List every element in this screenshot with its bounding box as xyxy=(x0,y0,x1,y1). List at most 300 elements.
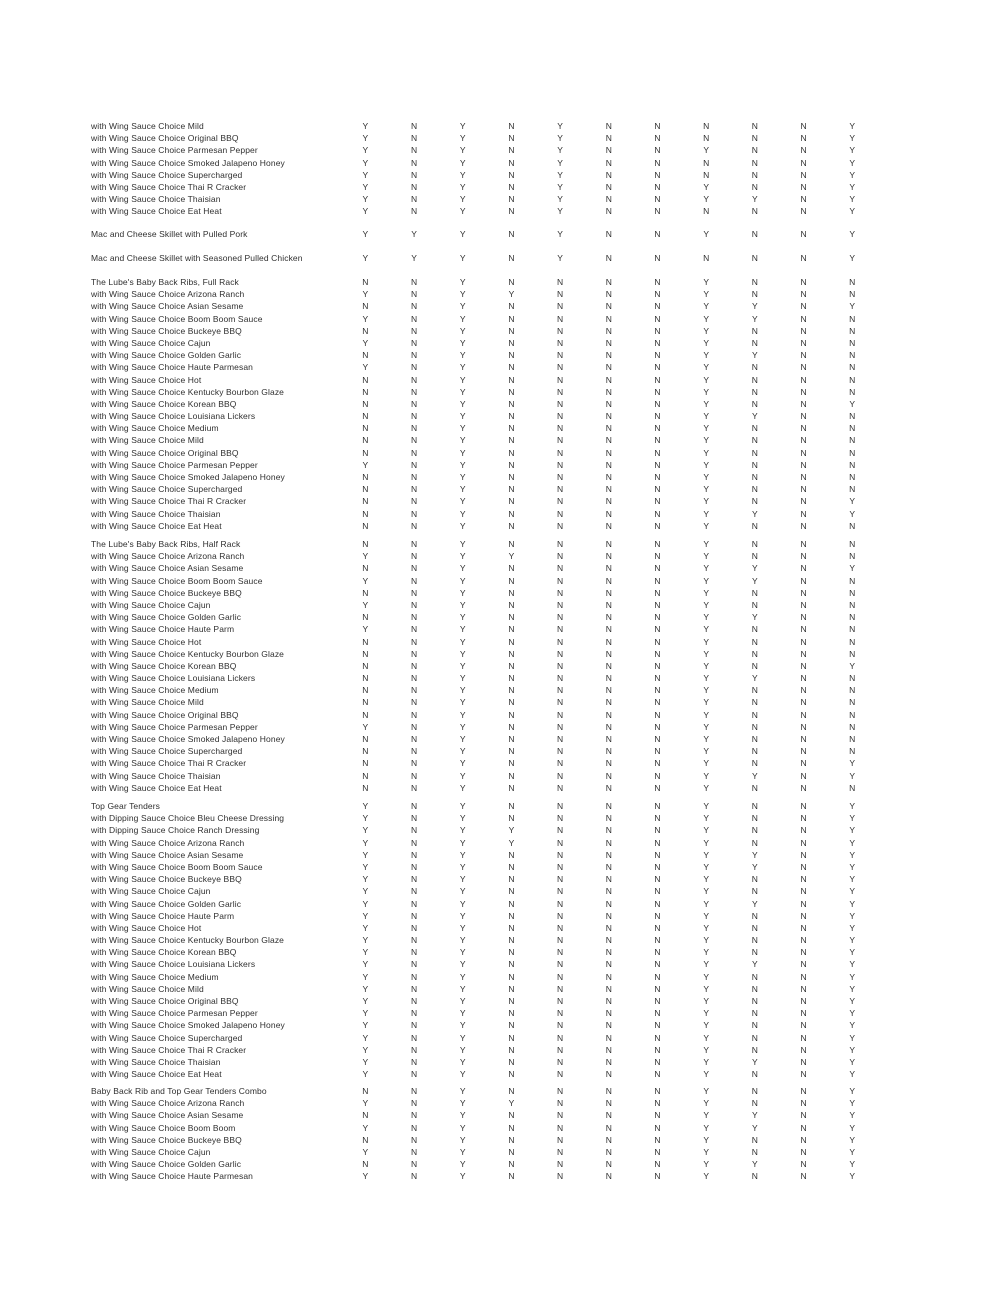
value-cell: N xyxy=(751,697,758,708)
value-cell: N xyxy=(557,983,564,994)
value-cell: N xyxy=(751,496,758,507)
value-cell: N xyxy=(849,337,856,348)
value-cell: Y xyxy=(459,520,466,531)
row-label: with Wing Sauce Choice Hot xyxy=(91,374,202,385)
value-cell: N xyxy=(410,673,418,684)
value-cell: N xyxy=(410,435,418,446)
value-cell: N xyxy=(800,1159,807,1170)
table-row xyxy=(0,910,1000,922)
value-cell: N xyxy=(508,721,515,732)
value-cell: N xyxy=(410,423,418,434)
value-cell: N xyxy=(605,709,612,720)
table-row xyxy=(0,1085,1000,1097)
row-values xyxy=(341,550,877,562)
value-cell: N xyxy=(508,1122,515,1133)
value-cell: Y xyxy=(362,1122,369,1133)
value-cell: Y xyxy=(459,1171,466,1182)
table-row xyxy=(0,1109,1000,1121)
value-cell: N xyxy=(800,849,807,860)
value-cell: N xyxy=(410,624,418,635)
value-cell: N xyxy=(410,350,418,361)
value-cell: Y xyxy=(703,386,709,397)
row-label: with Wing Sauce Choice Supercharged xyxy=(91,1032,243,1043)
value-cell: Y xyxy=(703,624,709,635)
value-cell: Y xyxy=(849,813,856,824)
value-cell: N xyxy=(508,758,515,769)
value-cell: N xyxy=(654,587,661,598)
value-cell: Y xyxy=(459,325,466,336)
value-cell: N xyxy=(654,435,661,446)
value-cell: N xyxy=(508,947,515,958)
value-cell: N xyxy=(605,484,612,495)
value-cell: N xyxy=(751,721,758,732)
value-cell: N xyxy=(362,374,369,385)
value-cell: N xyxy=(508,301,515,312)
value-cell: N xyxy=(557,277,564,287)
row-label: with Wing Sauce Choice Thai R Cracker xyxy=(91,496,247,507)
value-cell: N xyxy=(800,721,807,732)
table-row xyxy=(0,459,1000,471)
value-cell: Y xyxy=(849,801,856,811)
value-cell: N xyxy=(557,636,564,647)
value-cell: Y xyxy=(459,1146,466,1157)
value-cell: Y xyxy=(752,301,758,312)
row-values xyxy=(341,157,877,169)
value-cell: Y xyxy=(362,813,369,824)
value-cell: N xyxy=(557,648,564,659)
value-cell: Y xyxy=(459,551,466,562)
value-cell: Y xyxy=(703,996,709,1006)
value-cell: Y xyxy=(703,520,709,531)
value-cell: N xyxy=(800,1044,807,1055)
value-cell: Y xyxy=(703,673,709,684)
row-label: with Wing Sauce Choice Golden Garlic xyxy=(91,1159,242,1170)
table-row xyxy=(0,1146,1000,1158)
value-cell: N xyxy=(800,922,807,933)
value-cell: Y xyxy=(849,971,856,982)
value-cell: N xyxy=(800,362,807,373)
value-cell: Y xyxy=(362,971,369,982)
value-cell: N xyxy=(362,277,369,287)
value-cell: N xyxy=(557,922,564,933)
table-row xyxy=(0,495,1000,507)
row-label: with Wing Sauce Choice Mild xyxy=(91,435,204,446)
row-values xyxy=(341,745,877,757)
row-label: with Wing Sauce Choice Original BBQ xyxy=(91,447,239,458)
value-cell: N xyxy=(410,181,418,192)
value-cell: N xyxy=(751,587,758,598)
value-cell: N xyxy=(557,508,564,519)
value-cell: N xyxy=(410,496,418,507)
value-cell: N xyxy=(410,508,418,519)
row-values xyxy=(341,1170,877,1182)
row-values xyxy=(341,1068,877,1080)
value-cell: N xyxy=(654,996,661,1006)
value-cell: N xyxy=(410,1098,418,1109)
value-cell: Y xyxy=(703,599,709,610)
value-cell: Y xyxy=(849,1122,856,1133)
value-cell: Y xyxy=(459,145,466,156)
value-cell: N xyxy=(800,825,807,836)
value-cell: N xyxy=(605,801,612,811)
value-cell: N xyxy=(410,996,418,1006)
value-cell: N xyxy=(605,447,612,458)
value-cell: Y xyxy=(849,947,856,958)
value-cell: N xyxy=(654,520,661,531)
value-cell: N xyxy=(751,133,758,144)
value-cell: Y xyxy=(703,145,709,156)
row-label: with Wing Sauce Choice Haute Parm xyxy=(91,624,235,635)
value-cell: N xyxy=(654,157,661,168)
value-cell: Y xyxy=(459,1020,466,1031)
value-cell: N xyxy=(654,1098,661,1109)
value-cell: Y xyxy=(849,1032,856,1043)
row-group xyxy=(0,252,1000,264)
value-cell: Y xyxy=(459,685,466,696)
value-cell: N xyxy=(410,746,418,757)
row-label: with Wing Sauce Choice Haute Parm xyxy=(91,910,235,921)
value-cell: N xyxy=(654,496,661,507)
value-cell: Y xyxy=(459,472,466,482)
table-row xyxy=(0,672,1000,684)
value-cell: N xyxy=(410,325,418,336)
row-label: with Wing Sauce Choice Buckeye BBQ xyxy=(91,325,242,336)
row-label: with Wing Sauce Choice Asian Sesame xyxy=(91,301,244,312)
row-label: with Wing Sauce Choice Mild xyxy=(91,983,204,994)
value-cell: Y xyxy=(459,758,466,769)
value-cell: N xyxy=(605,145,612,156)
value-cell: N xyxy=(751,1032,758,1043)
row-label: with Wing Sauce Choice Boom Boom Sauce xyxy=(91,861,263,872)
value-cell: Y xyxy=(362,1146,369,1157)
value-cell: Y xyxy=(703,770,709,781)
value-cell: N xyxy=(849,325,856,336)
value-cell: N xyxy=(800,496,807,507)
value-cell: N xyxy=(410,685,418,696)
value-cell: N xyxy=(410,169,418,180)
value-cell: N xyxy=(508,734,515,744)
value-cell: Y xyxy=(703,301,709,312)
value-cell: N xyxy=(605,922,612,933)
row-values xyxy=(341,812,877,824)
value-cell: N xyxy=(557,1098,564,1109)
value-cell: N xyxy=(508,398,515,409)
value-cell: Y xyxy=(849,983,856,994)
row-values xyxy=(341,398,877,410)
value-cell: N xyxy=(410,922,418,933)
value-cell: N xyxy=(508,935,515,946)
value-cell: N xyxy=(751,325,758,336)
value-cell: Y xyxy=(752,411,758,422)
value-cell: N xyxy=(849,782,856,793)
row-values xyxy=(341,132,877,144)
value-cell: N xyxy=(557,849,564,860)
value-cell: N xyxy=(410,447,418,458)
value-cell: N xyxy=(654,289,661,300)
value-cell: N xyxy=(410,1086,418,1096)
value-cell: N xyxy=(654,374,661,385)
value-cell: N xyxy=(557,447,564,458)
value-cell: N xyxy=(557,697,564,708)
value-cell: N xyxy=(508,1008,515,1019)
value-cell: N xyxy=(362,697,369,708)
value-cell: N xyxy=(654,1134,661,1145)
row-values xyxy=(341,1122,877,1134)
value-cell: N xyxy=(800,886,807,897)
value-cell: N xyxy=(800,801,807,811)
value-cell: N xyxy=(557,801,564,811)
value-cell: N xyxy=(800,539,807,549)
value-cell: Y xyxy=(459,1056,466,1067)
value-cell: N xyxy=(751,660,758,671)
value-cell: Y xyxy=(362,825,369,836)
value-cell: N xyxy=(410,484,418,495)
value-cell: N xyxy=(751,648,758,659)
value-cell: N xyxy=(410,1171,418,1182)
value-cell: N xyxy=(800,709,807,720)
row-values xyxy=(341,181,877,193)
value-cell: N xyxy=(800,910,807,921)
value-cell: N xyxy=(654,551,661,562)
value-cell: Y xyxy=(459,447,466,458)
row-label: with Wing Sauce Choice Supercharged xyxy=(91,746,243,757)
value-cell: Y xyxy=(703,959,709,970)
value-cell: N xyxy=(654,770,661,781)
value-cell: Y xyxy=(703,575,709,586)
value-cell: N xyxy=(410,959,418,970)
value-cell: Y xyxy=(752,1110,758,1121)
value-cell: Y xyxy=(362,157,369,168)
value-cell: N xyxy=(800,660,807,671)
value-cell: N xyxy=(508,133,515,144)
row-values xyxy=(341,193,877,205)
value-cell: Y xyxy=(752,575,758,586)
value-cell: Y xyxy=(362,181,369,192)
value-cell: Y xyxy=(703,508,709,519)
value-cell: N xyxy=(362,648,369,659)
value-cell: N xyxy=(508,563,515,574)
value-cell: N xyxy=(654,1032,661,1043)
value-cell: N xyxy=(508,648,515,659)
table-row xyxy=(0,995,1000,1007)
value-cell: N xyxy=(654,145,661,156)
value-cell: N xyxy=(557,782,564,793)
row-label: with Wing Sauce Choice Parmesan Pepper xyxy=(91,145,258,156)
value-cell: N xyxy=(508,194,515,205)
value-cell: N xyxy=(751,157,758,168)
table-row xyxy=(0,398,1000,410)
value-cell: Y xyxy=(362,874,369,885)
value-cell: N xyxy=(800,289,807,300)
table-row xyxy=(0,1170,1000,1182)
value-cell: N xyxy=(410,587,418,598)
row-label: with Wing Sauce Choice Supercharged xyxy=(91,484,243,495)
value-cell: N xyxy=(557,1044,564,1055)
value-cell: Y xyxy=(459,374,466,385)
value-cell: N xyxy=(751,636,758,647)
value-cell: N xyxy=(751,922,758,933)
row-values xyxy=(341,1056,877,1068)
value-cell: N xyxy=(654,959,661,970)
value-cell: N xyxy=(508,508,515,519)
row-label: with Wing Sauce Choice Medium xyxy=(91,423,219,434)
value-cell: Y xyxy=(849,496,856,507)
row-values xyxy=(341,169,877,181)
table-row xyxy=(0,623,1000,635)
value-cell: N xyxy=(508,350,515,361)
value-cell: Y xyxy=(849,253,856,263)
table-row xyxy=(0,587,1000,599)
row-label: with Wing Sauce Choice Parmesan Pepper xyxy=(91,459,258,470)
row-values xyxy=(341,120,877,132)
value-cell: Y xyxy=(459,313,466,324)
value-cell: N xyxy=(849,289,856,300)
value-cell: N xyxy=(751,910,758,921)
value-cell: N xyxy=(362,508,369,519)
table-row xyxy=(0,1007,1000,1019)
value-cell: N xyxy=(557,472,564,482)
value-cell: N xyxy=(508,325,515,336)
value-cell: N xyxy=(508,277,515,287)
value-cell: Y xyxy=(459,910,466,921)
value-cell: Y xyxy=(362,1020,369,1031)
value-cell: N xyxy=(605,996,612,1006)
value-cell: N xyxy=(557,1110,564,1121)
value-cell: N xyxy=(751,971,758,982)
value-cell: Y xyxy=(362,313,369,324)
value-cell: Y xyxy=(703,1146,709,1157)
row-values xyxy=(341,885,877,897)
value-cell: N xyxy=(849,362,856,373)
value-cell: N xyxy=(410,898,418,909)
value-cell: N xyxy=(605,983,612,994)
value-cell: N xyxy=(410,145,418,156)
value-cell: N xyxy=(800,983,807,994)
row-label: with Wing Sauce Choice Cajun xyxy=(91,337,211,348)
value-cell: N xyxy=(605,874,612,885)
value-cell: N xyxy=(703,157,710,168)
value-cell: N xyxy=(410,1056,418,1067)
value-cell: Y xyxy=(411,253,417,263)
row-label: with Dipping Sauce Choice Ranch Dressing xyxy=(91,825,260,836)
value-cell: N xyxy=(362,398,369,409)
value-cell: Y xyxy=(459,350,466,361)
value-cell: N xyxy=(800,459,807,470)
value-cell: Y xyxy=(362,551,369,562)
value-cell: N xyxy=(508,1032,515,1043)
table-row xyxy=(0,193,1000,205)
value-cell: N xyxy=(362,1134,369,1145)
value-cell: N xyxy=(508,206,515,217)
value-cell: N xyxy=(605,520,612,531)
value-cell: Y xyxy=(459,673,466,684)
value-cell: Y xyxy=(557,229,563,239)
value-cell: N xyxy=(605,1069,612,1080)
row-values xyxy=(341,1019,877,1031)
table-row xyxy=(0,1122,1000,1134)
value-cell: N xyxy=(605,350,612,361)
value-cell: N xyxy=(751,484,758,495)
value-cell: N xyxy=(557,910,564,921)
value-cell: N xyxy=(362,301,369,312)
value-cell: Y xyxy=(362,1032,369,1043)
value-cell: N xyxy=(508,181,515,192)
value-cell: Y xyxy=(459,886,466,897)
value-cell: N xyxy=(508,673,515,684)
value-cell: Y xyxy=(459,935,466,946)
value-cell: N xyxy=(557,1134,564,1145)
value-cell: Y xyxy=(703,1069,709,1080)
row-values xyxy=(341,144,877,156)
row-values xyxy=(341,349,877,361)
value-cell: Y xyxy=(362,849,369,860)
value-cell: N xyxy=(654,181,661,192)
value-cell: N xyxy=(557,837,564,848)
value-cell: N xyxy=(508,459,515,470)
row-values xyxy=(341,946,877,958)
value-cell: N xyxy=(410,301,418,312)
table-row xyxy=(0,386,1000,398)
value-cell: N xyxy=(751,337,758,348)
value-cell: N xyxy=(849,277,856,287)
value-cell: Y xyxy=(703,484,709,495)
value-cell: Y xyxy=(849,121,856,131)
value-cell: N xyxy=(849,520,856,531)
value-cell: N xyxy=(410,386,418,397)
value-cell: N xyxy=(654,849,661,860)
value-cell: N xyxy=(849,459,856,470)
value-cell: N xyxy=(605,472,612,482)
value-cell: N xyxy=(410,1110,418,1121)
row-values xyxy=(341,696,877,708)
row-label: with Wing Sauce Choice Supercharged xyxy=(91,169,243,180)
value-cell: Y xyxy=(362,121,369,131)
row-values xyxy=(341,447,877,459)
value-cell: Y xyxy=(557,206,563,217)
value-cell: N xyxy=(800,959,807,970)
value-cell: Y xyxy=(459,721,466,732)
value-cell: Y xyxy=(459,496,466,507)
value-cell: N xyxy=(800,587,807,598)
value-cell: Y xyxy=(362,253,369,263)
value-cell: Y xyxy=(362,1098,369,1109)
value-cell: Y xyxy=(703,849,709,860)
value-cell: N xyxy=(410,983,418,994)
table-row xyxy=(0,812,1000,824)
value-cell: Y xyxy=(849,758,856,769)
value-cell: N xyxy=(654,325,661,336)
value-cell: N xyxy=(557,959,564,970)
value-cell: Y xyxy=(849,1171,856,1182)
value-cell: Y xyxy=(459,734,466,744)
value-cell: Y xyxy=(752,861,758,872)
value-cell: N xyxy=(410,734,418,744)
value-cell: N xyxy=(800,1134,807,1145)
row-values xyxy=(341,1158,877,1170)
value-cell: N xyxy=(654,660,661,671)
row-values xyxy=(341,361,877,373)
value-cell: Y xyxy=(459,1110,466,1121)
value-cell: Y xyxy=(703,746,709,757)
value-cell: N xyxy=(605,721,612,732)
value-cell: N xyxy=(800,277,807,287)
row-values xyxy=(341,562,877,574)
value-cell: N xyxy=(800,947,807,958)
value-cell: N xyxy=(508,423,515,434)
value-cell: N xyxy=(508,1146,515,1157)
value-cell: Y xyxy=(849,1098,856,1109)
value-cell: N xyxy=(557,886,564,897)
